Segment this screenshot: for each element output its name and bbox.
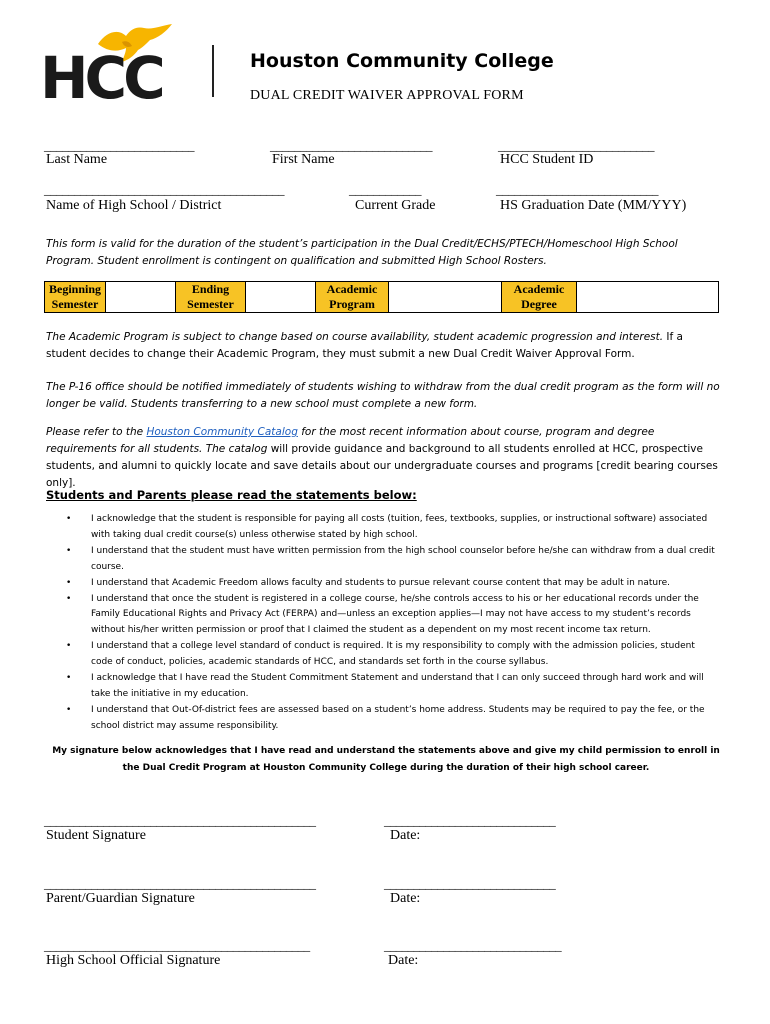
parent-signature-label: Parent/Guardian Signature [46, 891, 195, 906]
bullet-icon: • [66, 545, 72, 556]
student-signature-label: Student Signature [46, 828, 146, 843]
student-id-field[interactable]: __________________________ [498, 138, 654, 153]
current-grade-field[interactable]: ____________ [349, 182, 421, 197]
validity-note: This form is valid for the duration of the student’s participation in the Dual Credit/ECHS/PTECH/Homeschool High School Program. Student enrollment is contingent on qualification and submitted High School Rosters. [46, 238, 678, 267]
academic-program-value[interactable] [389, 282, 502, 313]
semester-table [44, 281, 719, 313]
college-name: Houston Community College [250, 50, 554, 72]
student-date-label: Date: [390, 828, 421, 843]
graduation-date-field[interactable]: ___________________________ [496, 182, 658, 197]
beginning-semester-value[interactable] [106, 282, 176, 313]
academic-program-header: Academic Program [316, 282, 389, 313]
official-date-label: Date: [388, 953, 419, 968]
list-item: • I understand that Academic Freedom allows faculty and students to pursue relevant course content that may be adult in nature. [46, 576, 718, 592]
ending-semester-header: Ending Semester [176, 282, 246, 313]
beginning-semester-header: Beginning Semester [45, 282, 106, 313]
high-school-field[interactable]: ________________________________________ [44, 182, 284, 197]
program-note-italic: The Academic Program is subject to change based on course availability, student academic progression and interest. [46, 331, 664, 343]
list-item: • I understand that the student must have written permission from the high school counselor before he/she can withdraw from a dual credit course. [66, 545, 715, 572]
list-item: • I understand that Out-Of-district fees are assessed based on a student’s home address. Students may be required to pay the fee, or the school district may assume responsibility. [66, 704, 705, 731]
list-item: • I understand that once the student is registered in a college course, he/she controls access to his or her educational records under the Family Educational Rights and Privacy Act (FERPA) and—unless an exception applies—I may not have access to my student’s records without his/her written permission or proof that I claimed the student as a dependent on my most recent income tax return. [66, 593, 699, 636]
bullet-icon: • [66, 641, 72, 652]
bullet-icon: • [66, 593, 72, 604]
catalog-word: The catalog [205, 443, 268, 455]
student-id-label: HCC Student ID [500, 152, 594, 167]
catalog-after-link: for the most recent information about course, program and degree requirements for all students. [46, 426, 655, 455]
parent-date-label: Date: [390, 891, 421, 906]
catalog-rest: will provide guidance and background to all students enrolled at HCC, prospective students, and alumni to quickly locate and save details about our undergraduate courses and programs [credit bearing courses only]. [46, 443, 718, 489]
header-divider [212, 45, 214, 97]
catalog-note [46, 424, 726, 492]
academic-degree-value[interactable] [577, 282, 719, 313]
official-date-field[interactable]: ______________________________ [384, 938, 562, 953]
graduation-date-label: HS Graduation Date (MM/YYY) [500, 198, 687, 213]
bullet-icon: • [66, 577, 72, 588]
first-name-field[interactable]: ___________________________ [270, 138, 432, 153]
statements-list [46, 512, 718, 735]
catalog-intro: Please refer to the [46, 426, 147, 438]
bullet-icon: • [66, 673, 72, 684]
bullet-icon: • [66, 704, 72, 715]
bullet-icon: • [66, 514, 72, 524]
official-signature-label: High School Official Signature [46, 953, 221, 968]
hcc-logo [40, 22, 175, 112]
ending-semester-value[interactable] [246, 282, 316, 313]
list-item: • I understand that a college level standard of conduct is required. It is my responsibility to comply with the admission policies, student code of conduct, policies, academic standards of HCC, and standards set forth in the course syllabus. [66, 641, 695, 668]
withdraw-note: The P-16 office should be notified immediately of students wishing to withdraw from the dual credit program as the form will no longer be valid. Students transferring to a new school must complete a new form. [46, 381, 720, 410]
parent-signature-field[interactable]: ______________________________________________ [44, 876, 316, 891]
student-signature-field[interactable]: ______________________________________________ [44, 813, 316, 828]
list-item: • I acknowledge that the student is responsible for paying all costs (tuition, fees, textbooks, supplies, or instructional software) associated with taking dual credit course(s) unless otherwise stated by high school. [66, 514, 708, 540]
first-name-label: First Name [272, 152, 335, 167]
program-note-rest: If a student decides to change their Academic Program, they must submit a new Dual Credit Waiver Approval Form. [46, 331, 683, 360]
last-name-label: Last Name [46, 152, 108, 167]
statements-heading: Students and Parents please read the statements below: [46, 488, 417, 502]
logo-text: HCC [40, 44, 162, 112]
program-change-note [46, 329, 726, 363]
list-item: • I acknowledge that I have read the Student Commitment Statement and understand that I can only succeed through hard work and will take the initiative in my education. [66, 673, 704, 699]
student-date-field[interactable]: _____________________________ [384, 813, 556, 828]
high-school-label: Name of High School / District [46, 198, 222, 213]
last-name-field[interactable]: _________________________ [44, 138, 194, 153]
acknowledgement-text: My signature below acknowledges that I have read and understand the statements above and give my child permission to enroll in the Dual Credit Program at Houston Community College during the duration of their high school career. [52, 746, 720, 773]
current-grade-label: Current Grade [355, 198, 436, 213]
academic-degree-header: Academic Degree [502, 282, 577, 313]
official-signature-field[interactable]: _____________________________________________ [44, 938, 310, 953]
catalog-link[interactable]: Houston Community Catalog [146, 426, 298, 438]
form-title: DUAL CREDIT WAIVER APPROVAL FORM [250, 88, 524, 103]
parent-date-field[interactable]: _____________________________ [384, 876, 556, 891]
